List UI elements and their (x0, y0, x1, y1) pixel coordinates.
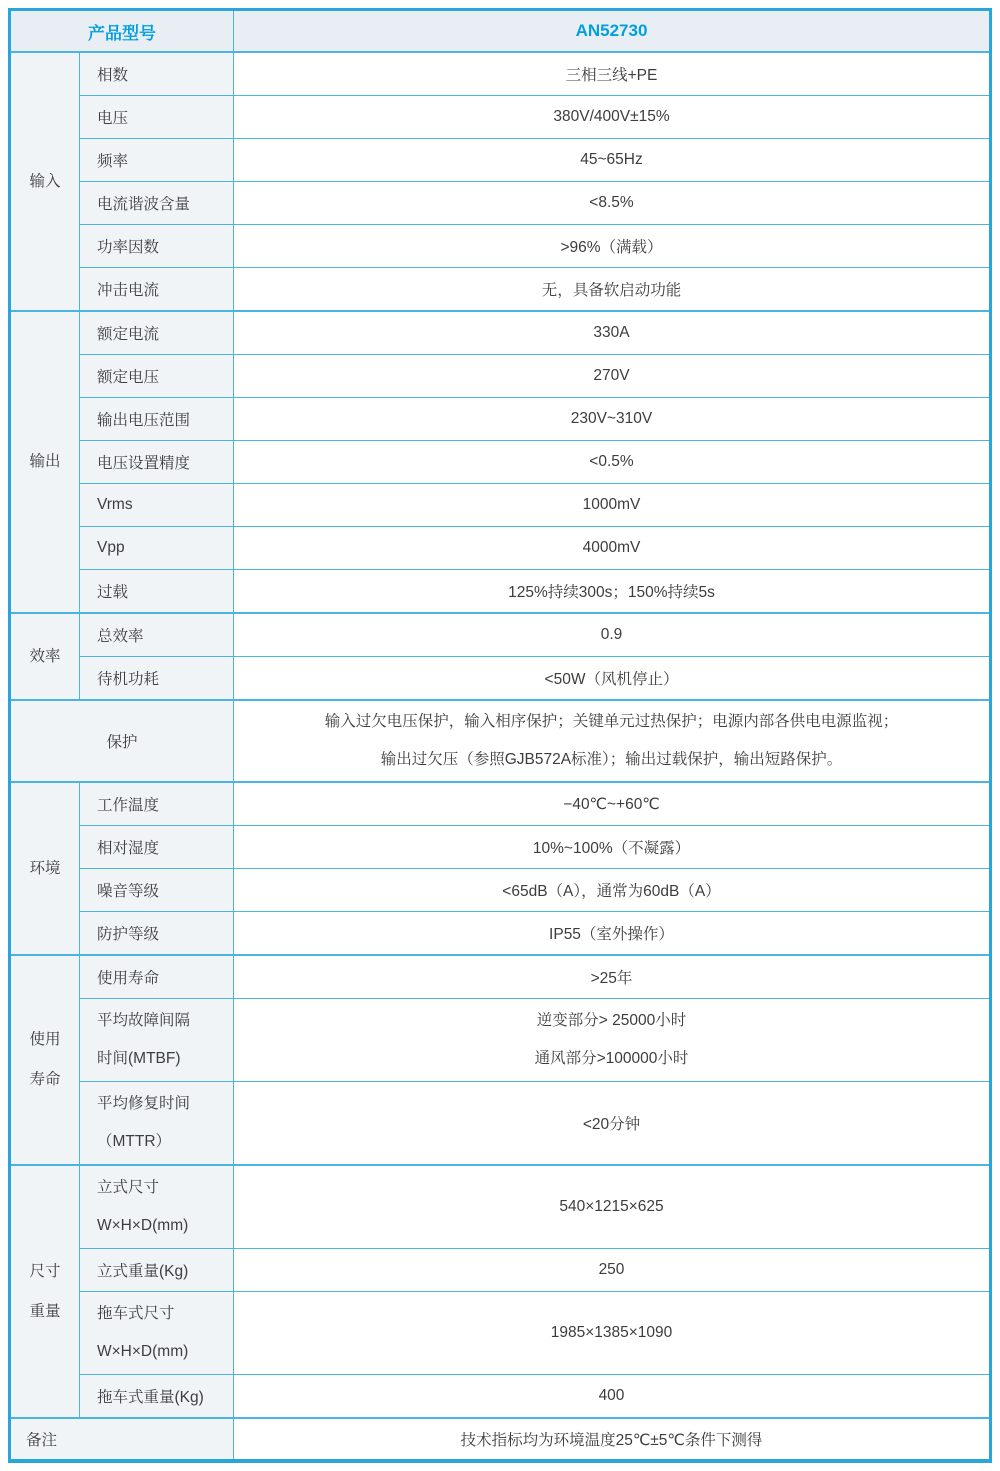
param-label: 拖车式重量(Kg) (80, 1375, 234, 1419)
section-input-label: 输入 (10, 52, 80, 311)
param-label (80, 1165, 234, 1249)
table-row (10, 484, 991, 527)
table-row (10, 139, 991, 182)
param-value: 250 (234, 1249, 991, 1292)
table-row (10, 613, 991, 657)
protection-line-2: 输出过欠压（参照GJB572A标准）；输出过载保护，输出短路保护。 (380, 751, 843, 768)
table-row (10, 826, 991, 869)
param-line-1: 平均修复时间 (97, 1095, 191, 1112)
spec-table (8, 8, 992, 1463)
param-value: 540×1215×625 (234, 1165, 991, 1249)
param-label: 功率因数 (80, 225, 234, 268)
table-row (10, 225, 991, 268)
section-notes-label: 备注 (10, 1418, 234, 1461)
product-model-header: 产品型号 (10, 10, 234, 53)
value-line-2: 通风部分>100000小时 (534, 1050, 689, 1067)
param-label: 总效率 (80, 613, 234, 657)
param-label: 过载 (80, 570, 234, 614)
param-label: 输出电压范围 (80, 398, 234, 441)
param-label: 额定电流 (80, 311, 234, 355)
param-line-1: 平均故障间隔 (97, 1012, 191, 1029)
param-value (234, 700, 991, 782)
param-value: 1000mV (234, 484, 991, 527)
param-label: 电压设置精度 (80, 441, 234, 484)
param-value: 无，具备软启动功能 (234, 268, 991, 312)
param-label (80, 1292, 234, 1375)
param-value: 4000mV (234, 527, 991, 570)
product-model-value: AN52730 (234, 10, 991, 53)
header-row (10, 10, 991, 53)
table-row (10, 1418, 991, 1461)
param-label: 频率 (80, 139, 234, 182)
param-label (80, 1082, 234, 1166)
section-dimensions-weight-label: 尺寸重量 (10, 1165, 80, 1418)
section-output-label: 输出 (10, 311, 80, 613)
param-line-1: 立式尺寸 (97, 1179, 160, 1196)
param-value: <8.5% (234, 182, 991, 225)
param-line-2: W×H×D(mm) (97, 1343, 189, 1360)
param-label: 防护等级 (80, 912, 234, 956)
notes-value: 技术指标均为环境温度25℃±5℃条件下测得 (234, 1418, 991, 1461)
param-label: 噪音等级 (80, 869, 234, 912)
param-label: 电流谐波含量 (80, 182, 234, 225)
param-line-2: 时间(MTBF) (97, 1050, 181, 1067)
param-value: 1985×1385×1090 (234, 1292, 991, 1375)
param-label: 相数 (80, 52, 234, 96)
param-value: IP55（室外操作） (234, 912, 991, 956)
param-value: >25年 (234, 955, 991, 999)
param-line-2: W×H×D(mm) (97, 1217, 189, 1234)
param-label (80, 999, 234, 1082)
param-value: 330A (234, 311, 991, 355)
param-line-2: （MTTR） (97, 1133, 172, 1150)
table-row (10, 912, 991, 956)
table-row (10, 311, 991, 355)
param-value: 0.9 (234, 613, 991, 657)
table-row (10, 527, 991, 570)
param-label: Vrms (80, 484, 234, 527)
table-row (10, 1292, 991, 1375)
table-row (10, 52, 991, 96)
table-row (10, 700, 991, 782)
section-environment-label: 环境 (10, 782, 80, 955)
param-value: <50W（风机停止） (234, 657, 991, 701)
table-row (10, 955, 991, 999)
param-label: 冲击电流 (80, 268, 234, 312)
param-value: 45~65Hz (234, 139, 991, 182)
param-label: 工作温度 (80, 782, 234, 826)
table-row (10, 96, 991, 139)
table-row (10, 355, 991, 398)
section-protection-label: 保护 (10, 700, 234, 782)
param-value: 10%~100%（不凝露） (234, 826, 991, 869)
param-value: 230V~310V (234, 398, 991, 441)
table-row (10, 268, 991, 312)
param-label: 待机功耗 (80, 657, 234, 701)
param-label: 额定电压 (80, 355, 234, 398)
param-value: 380V/400V±15% (234, 96, 991, 139)
param-label: 相对湿度 (80, 826, 234, 869)
table-row (10, 570, 991, 614)
table-row (10, 1165, 991, 1249)
protection-line-1: 输入过欠电压保护，输入相序保护；关键单元过热保护；电源内部各供电电源监视； (324, 713, 899, 730)
table-row (10, 1249, 991, 1292)
table-row (10, 1082, 991, 1166)
table-row (10, 999, 991, 1082)
section-efficiency-label: 效率 (10, 613, 80, 700)
param-value: <0.5% (234, 441, 991, 484)
table-row (10, 869, 991, 912)
section-lifetime-label: 使用寿命 (10, 955, 80, 1165)
table-row (10, 782, 991, 826)
param-value: >96%（满载） (234, 225, 991, 268)
param-value (234, 999, 991, 1082)
table-row (10, 1375, 991, 1419)
param-value: <20分钟 (234, 1082, 991, 1166)
param-value: 270V (234, 355, 991, 398)
table-row (10, 182, 991, 225)
table-row (10, 657, 991, 701)
param-line-1: 拖车式尺寸 (97, 1305, 175, 1322)
param-value: 400 (234, 1375, 991, 1419)
value-line-1: 逆变部分> 25000小时 (536, 1012, 687, 1029)
param-value: −40℃~+60℃ (234, 782, 991, 826)
param-label: 使用寿命 (80, 955, 234, 999)
param-label: Vpp (80, 527, 234, 570)
table-row (10, 441, 991, 484)
param-label: 立式重量(Kg) (80, 1249, 234, 1292)
param-value: 125%持续300s；150%持续5s (234, 570, 991, 614)
param-value: 三相三线+PE (234, 52, 991, 96)
table-row (10, 398, 991, 441)
page-container (8, 8, 992, 1463)
param-value: <65dB（A），通常为60dB（A） (234, 869, 991, 912)
param-label: 电压 (80, 96, 234, 139)
